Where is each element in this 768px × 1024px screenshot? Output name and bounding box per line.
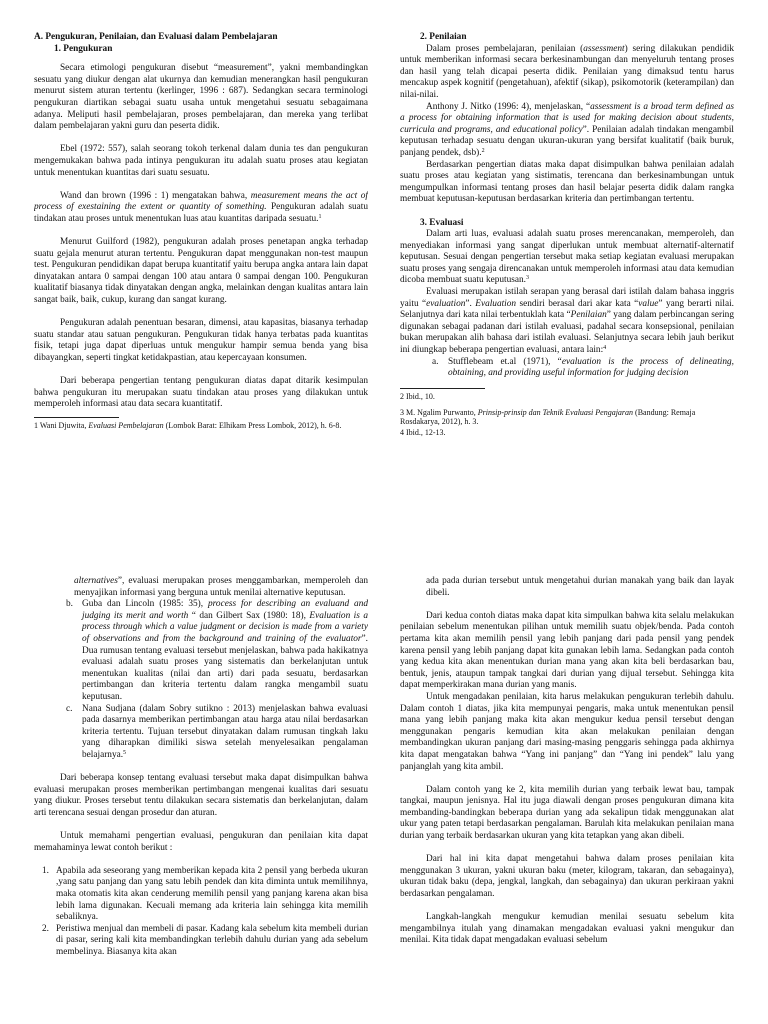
subheading-pengukuran: 1. Pengukuran <box>54 43 113 54</box>
paragraph: Secara etimologi pengukuran disebut “measurement”, yakni membandingkan sesuatu yang diukur dengan alat ukurnya dan kemudian menerangkan hasil pengukuran menurut sistem aturan tertentu (kerlinger, 1996 : 687). Sedangkan secara terminologi pengukuran diartikan sebagai suatu usaha untuk mengetahui sesuatu sebagaimana adanya. Meliputi hasil pembelajaran, proses pembelajaran, dan mereka yang terlibat dalam pembelajaran yakni guru dan peserta didik. <box>34 63 368 132</box>
paragraph: Dari beberapa pengertian tentang pengukuran diatas dapat ditarik kesimpulan bahwa pengukuran itu merupakan suatu tindakan atau proses yang dilakukan untuk memperoleh informasi atau data secara kuantitatif. <box>34 376 368 410</box>
numbered-item-1: 1. Apabila ada seseorang yang memberikan kepada kita 2 pensil yang berbeda ukuran ,yang satu panjang dan yang satu lebih pendek dan kita diminta untuk memilihnya, maka otomatis kita akan cenderung memilih pensil yang panjang karena akan bisa lebih lama digunakan. Kecuali memang ada kriteria lain sehingga kita memilih sebaliknya. <box>42 865 368 923</box>
footnote-divider <box>34 417 119 418</box>
paragraph: Dalam proses pembelajaran, penilaian (assessment) sering dilakukan pendidik untuk memberikan informasi secara berkesinambungan dan menyeluruh tentang proses dan hasil yang telah dicapai peserta didik. Penilaian yang dimaksud tentu harus mencakup aspek kognitif (pengetahuan), afektif (sikap), psikomotorik (keterampilan) dan nilai-nilai. <box>400 43 734 100</box>
paragraph: Langkah-langkah mengukur kemudian menilai sesuatu sebelum kita mengambilnya itulah yang dinamakan mengadakan evaluasi yakni mengukur dan menilai. Kita tidak dapat mengadakan evaluasi sebelum <box>400 912 734 946</box>
paragraph: Ebel (1972: 557), salah seorang tokoh terkenal dalam dunia tes dan pengukuran mengemukakan bahwa pada intinya pengukuran itu adalah suatu proses atau kegiatan untuk menentukan kuantitas dari suatu sesuatu. <box>34 144 368 178</box>
paragraph: Pengukuran adalah penentuan besaran, dimensi, atau kapasitas, biasanya terhadap suatu standar atau satuan pengukuran. Pengukuran tidak hanya terbatas pada kuantitas fisik, tetapi juga dapat diperluas untuk mengukur hampir semua benda yang bisa dibayangkan, seperti tingkat ketidakpastian, atau kepercayaan konsumen. <box>34 318 368 364</box>
list-item-continuation: alternatives”, evaluasi merupakan proses menggambarkan, memperoleh dan menyajikan informasi yang berguna untuk menilai alternative keputusan. <box>74 576 368 598</box>
subheading-evaluasi: 3. Evaluasi <box>420 217 464 228</box>
numbered-item-2: 2. Peristiwa menjual dan membeli di pasar. Kadang kala sebelum kita membeli durian di pasar, sering kali kita membandingkan terlebih dahulu durian yang ada sebelum membelinya. Biasanya kita akan <box>42 923 368 957</box>
section-heading-a: A. Pengukuran, Penilaian, dan Evaluasi dalam Pembelajaran <box>34 32 278 42</box>
paragraph: Dari kedua contoh diatas maka dapat kita simpulkan bahwa kita selalu melakukan penilaian sebelum menentukan pilihan untuk memilih suatu objek/benda. Pada contoh pertama kita akan memilih pensil yang lebih panjang dari pada pensil yang pendek karena pensil yang lebih panjang dapat kita gunakan lebih lama. Sedangkan pada contoh yang kedua kita akan menentukan durian mana yang akan kita beli berdasarkan bau, bentuk, jenis, ataupun tampak tangkai dari durian yang dijual tersebut. Sehingga kita dapat memperkirakan mana durian yang manis. <box>400 610 734 691</box>
footnote-3: 3 M. Ngalim Purwanto, Prinsip-prinsip dan Teknik Evaluasi Pengajaran (Bandung: Remaja Rosdakarya, 2012), h. 3. <box>400 407 696 427</box>
footnote-1: 1 Wani Djuwita, Evaluasi Pembelajaran (Lombok Barat: Elhikam Press Lombok, 2012), h. 6-8. <box>34 421 342 430</box>
footnotes <box>34 421 368 431</box>
paragraph: Dari hal ini kita dapat mengetahui bahwa dalam proses penilaian kita menggunakan 3 ukuran, yakni ukuran baku (meter, kilogram, takaran, dan sebagainya), ukuran tidak baku (depa, jengkal, langkah, dan sebagainya) dan ukuran perkiraan yakni berdasarkan pengalaman. <box>400 854 734 900</box>
list-item: b. Guba dan Lincoln (1985: 35), process for describing an evaluand and judging its merit and worth “ dan Gilbert Sax (1980: 18), Evaluation is a process through which a value judgment or decision is made from a variety of observations and from the background and training of the evaluator”. Dua rumusan tentang evaluasi tersebut menjelaskan, bahwa pada hakikatnya evaluasi adalah suatu proses yang sistematis dan berkelanjutan untuk menentukan kualitas (nilai dan arti) dari pada sesuatu, berdasarkan pertimbangan dan kriteria tertentu dalam rangka mengambil suatu keputusan. <box>66 599 368 702</box>
footnote-4: 4 Ibid., 12-13. <box>400 428 446 438</box>
list-item: a. Stufflebeam et.al (1971), “evaluation is the process of delineating, obtaining, and providing useful information for judging decision <box>432 356 734 379</box>
paragraph: Berdasarkan pengertian diatas maka dapat disimpulkan bahwa penilaian adalah suatu proses atau kegiatan yang sistimatis, terencana dan berkesinambungan untuk mengumpulkan informasi tentang proses dan hasil belajar peserta didik dalam rangka membuat keputusan-keputusan berdasarkan kriteria dan pertimbangan tertentu. <box>400 159 734 205</box>
paragraph: Untuk memahami pengertian evaluasi, pengukuran dan penilaian kita dapat memahaminya lewat contoh berikut : <box>34 831 368 853</box>
paragraph: Untuk mengadakan penilaian, kita harus melakukan pengukuran terlebih dahulu. Dalam contoh 1 diatas, jika kita mempunyai pengaris, maka untuk menentukan pensil mana yang lebih panjang maka kita akan mengukur kedua pensil tersebut dengan menggunakan pengaris kemudian kita akan melakukan penilaian dengan membandingkan ukuran panjang dari masing-masing penggaris sehingga pada akhirnya kita dapat mengatakan bahwa “Yang ini panjang” dan “Yang ini pendek” lalu yang panjanglah yang kita ambil. <box>400 691 734 772</box>
page1-right-column <box>400 32 734 516</box>
footnotes <box>400 392 734 438</box>
paragraph: Dalam arti luas, evaluasi adalah suatu proses merencanakan, memperoleh, dan menyediakan informasi yang sangat diperlukan untuk membuat alternatif-alternatif keputusan. Sesuai dengan pengertian tersebut maka setiap kegiatan evaluasi merupakan suatu proses yang sengaja direncanakan untuk memperoleh informasi atau data kemudian dicoba membuat suatu keputusan.$^3$ <box>400 229 734 286</box>
paragraph: Wand dan brown (1996 : 1) mengatakan bahwa, measurement means the act of process of exestaining the extent or quantity of something. Pengukuran adalah suatu tindakan atau proses untuk menentukan luas atau kuantitas daripada sesuatu.$^1$ <box>34 190 368 224</box>
paragraph: Dari beberapa konsep tentang evaluasi tersebut maka dapat disimpulkan bahwa evaluasi merupakan proses memberikan pertimbangan mengenai kualitas dari sesuatu yang diukur. Proses tersebut tentu dilakukan secara sistematis dan berkelanjutan, dalam arti terencana sesuai dengan prosedur dan aturan. <box>34 773 368 818</box>
page2-right-column <box>400 576 734 1022</box>
page1-left-column <box>34 32 368 516</box>
footnote-2: 2 Ibid., 10. <box>400 391 435 401</box>
paragraph-continuation: ada pada durian tersebut untuk mengetahui durian manakah yang baik dan layak dibeli. <box>426 576 734 598</box>
subheading-penilaian: 2. Penilaian <box>420 32 467 42</box>
paragraph: Evaluasi merupakan istilah serapan yang berasal dari istilah dalam bahasa inggris yaitu “evaluation”. Evaluation sendiri berasal dari akar kata “value” yang berarti nilai. Selanjutnya dari kata nilai terbentuklah kata “Penilaian” yang dalam perbincangan sering digunakan sebagai padanan dari istilah evaluasi, padahal secara konsepsional, penilaian bukan merupakan alih bahasa dari istilah evaluasi. Selanjutnya secara lebih jauh berikut ini diungkap beberapa pengertian evaluasi, antara lain:$^4$ <box>400 287 734 356</box>
footnote-divider <box>400 388 485 389</box>
list-item: c. Nana Sudjana (dalam Sobry sutikno : 2013) menjelaskan bahwa evaluasi pada dasarnya memberikan pertimbangan atau harga atau nilai berdasarkan kriteria tertentu. Tujuan tersebut dinyatakan dalam rumusan tingkah laku yang diharapkan dimiliki siswa setelah menyelesaikan pengalaman belajarnya.$^5$ <box>66 703 368 760</box>
paragraph: Anthony J. Nitko (1996: 4), menjelaskan, “assessment is a broad term defined as a process for obtaining information that is used for making decision about students, curricula and programs, and educational policy”. Penilaian adalah tindakan mengambil keputusan terhadap sesuatu dengan ukuran-ukuran yang bersifat kualitatif (baik buruk, panjang pendek, dsb).$^2$ <box>400 101 734 158</box>
page2-left-column <box>34 576 368 1022</box>
paragraph: Dalam contoh yang ke 2, kita memilih durian yang terbaik lewat bau, tampak tangkai, maupun jenisnya. Hal itu juga diawali dengan proses pengukuran dimana kita membanding-bandingkan beberapa durian yang ada sekalipun tidak menggunakan alat ukur yang paten tetapi berdasarkan pengalaman. Barulah kita melakukan penilaian mana durian yang terbaik berdasarkan ukuran yang kita tetapkan yang akan dibeli. <box>400 784 734 842</box>
paragraph: Menurut Guilford (1982), pengukuran adalah proses penetapan angka terhadap suatu gejala menurut aturan tertentu. Pengukuran dapat menggunakan non-test maupun test. Pengukuran pendidikan dapat berupa kuantitatif yaitu berupa angka antara lain dapat dinyatakan antara 0 sampai dengan 100 atau antara 0 sampai dengan 100. Pengukuran kualitatif biasanya tidak dinyatakan dengan angka, melainkan dengan kualitas antara lain sangat baik, baik, cukup, kurang dan sangat kurang. <box>34 237 368 306</box>
